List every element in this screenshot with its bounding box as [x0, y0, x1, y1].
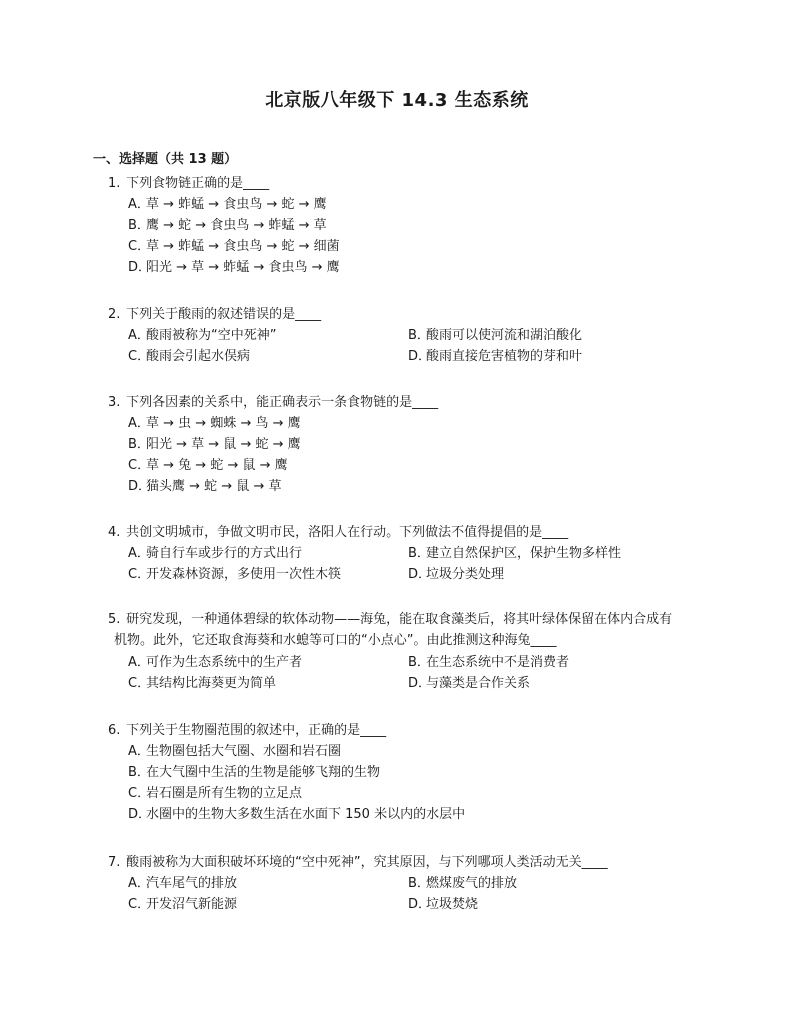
question-text: 下列各因素的关系中，能正确表示一条食物链的是____ — [126, 395, 439, 410]
question-text: 下列食物链正确的是____ — [126, 176, 270, 191]
question-number: 5. — [108, 612, 121, 627]
option-a[interactable]: A．酸雨被称为“空中死神” — [128, 328, 277, 343]
options-list — [128, 652, 708, 694]
option-b[interactable]: B．在生态系统中不是消费者 — [408, 655, 570, 670]
question-stem — [108, 174, 708, 194]
option-c[interactable]: C．草 → 蚱蜢 → 食虫鸟 → 蛇 → 细菌 — [128, 239, 340, 254]
question-5 — [108, 610, 708, 694]
option-c[interactable]: C．开发森林资源，多使用一次性木筷 — [128, 567, 342, 582]
question-text: 下列关于酸雨的叙述错误的是____ — [126, 307, 322, 322]
question-4 — [108, 523, 708, 585]
option-b[interactable]: B．燃煤废气的排放 — [408, 876, 518, 891]
question-text: 下列关于生物圈范围的叙述中，正确的是____ — [126, 723, 387, 738]
option-c[interactable]: C．草 → 兔 → 蛇 → 鼠 → 鹰 — [128, 458, 288, 473]
option-b[interactable]: B．建立自然保护区，保护生物多样性 — [408, 546, 622, 561]
option-c[interactable]: C．岩石圈是所有生物的立足点 — [128, 786, 303, 801]
option-d[interactable]: D．垃圾焚烧 — [408, 897, 479, 912]
option-c[interactable]: C．酸雨会引起水俣病 — [128, 349, 251, 364]
option-b[interactable]: B．阳光 → 草 → 鼠 → 蛇 → 鹰 — [128, 437, 301, 452]
option-c[interactable]: C．开发沼气新能源 — [128, 897, 238, 912]
question-text-line1: 研究发现，一种通体碧绿的软体动物——海兔，能在取食藻类后，将其叶绿体保留在体内合成有 — [126, 612, 673, 627]
question-number: 3. — [108, 395, 121, 410]
question-number: 4. — [108, 525, 121, 540]
options-list — [128, 194, 708, 278]
question-stem — [108, 393, 708, 413]
options-list — [128, 413, 708, 497]
section-heading: 一、选择题（共 13 题） — [93, 152, 238, 167]
question-stem — [108, 523, 708, 543]
question-text: 共创文明城市，争做文明市民，洛阳人在行动。下列做法不值得提倡的是____ — [126, 525, 569, 540]
question-stem — [108, 610, 708, 630]
question-6 — [108, 721, 708, 825]
document-title: 北京版八年级下 14.3 生态系统 — [265, 90, 529, 111]
option-d[interactable]: D．猫头鹰 → 蛇 → 鼠 → 草 — [128, 479, 282, 494]
question-text: 酸雨被称为大面积破坏环境的“空中死神”，究其原因，与下列哪项人类活动无关____ — [126, 855, 608, 870]
question-3 — [108, 393, 708, 497]
option-b[interactable]: B．在大气圈中生活的生物是能够飞翔的生物 — [128, 765, 381, 780]
option-a[interactable]: A．生物圈包括大气圈、水圈和岩石圈 — [128, 744, 342, 759]
options-list — [128, 741, 708, 825]
question-stem-continued — [114, 630, 708, 652]
option-a[interactable]: A．草 → 虫 → 蜘蛛 → 鸟 → 鹰 — [128, 416, 301, 431]
question-stem — [108, 305, 708, 325]
option-a[interactable]: A．草 → 蚱蜢 → 食虫鸟 → 蛇 → 鹰 — [128, 197, 327, 212]
options-list — [128, 873, 708, 915]
option-d[interactable]: D．酸雨直接危害植物的芽和叶 — [408, 349, 583, 364]
option-d[interactable]: D．垃圾分类处理 — [408, 567, 505, 582]
question-stem — [108, 721, 708, 741]
option-a[interactable]: A．可作为生态系统中的生产者 — [128, 655, 303, 670]
question-7 — [108, 853, 708, 915]
question-number: 6. — [108, 723, 121, 738]
options-list — [128, 325, 708, 367]
question-1 — [108, 174, 708, 278]
question-text-line2: 机物。此外，它还取食海葵和水螅等可口的“小点心”。由此推测这种海兔____ — [114, 633, 557, 648]
option-c[interactable]: C．其结构比海葵更为简单 — [128, 676, 277, 691]
option-a[interactable]: A．骑自行车或步行的方式出行 — [128, 546, 303, 561]
question-2 — [108, 305, 708, 367]
options-list — [128, 543, 708, 585]
option-b[interactable]: B．鹰 → 蛇 → 食虫鸟 → 蚱蜢 → 草 — [128, 218, 327, 233]
option-d[interactable]: D．与藻类是合作关系 — [408, 676, 531, 691]
option-d[interactable]: D．阳光 → 草 → 蚱蜢 → 食虫鸟 → 鹰 — [128, 260, 340, 275]
question-number: 2. — [108, 307, 121, 322]
question-number: 7. — [108, 855, 121, 870]
option-b[interactable]: B．酸雨可以使河流和湖泊酸化 — [408, 328, 583, 343]
option-a[interactable]: A．汽车尾气的排放 — [128, 876, 238, 891]
option-d[interactable]: D．水圈中的生物大多数生活在水面下 150 米以内的水层中 — [128, 807, 466, 822]
question-number: 1. — [108, 176, 121, 191]
question-stem — [108, 853, 708, 873]
